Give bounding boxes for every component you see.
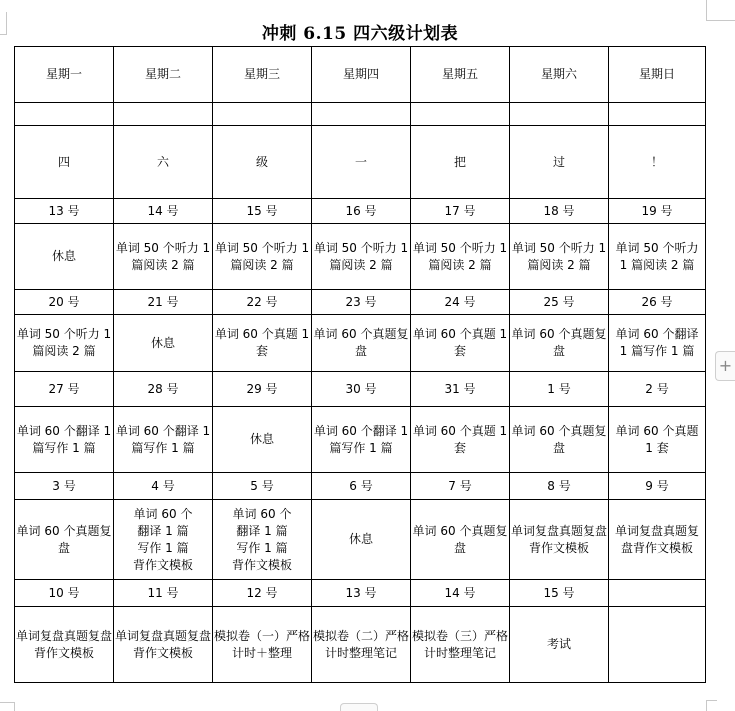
date-cell: 21 号 <box>114 290 213 315</box>
task-cell <box>312 315 411 372</box>
date-cell: 15 号 <box>510 580 609 607</box>
table-row <box>15 607 706 683</box>
task-cell <box>609 224 706 290</box>
page-tab-handle[interactable] <box>340 703 378 711</box>
task-cell <box>510 407 609 473</box>
task-cell <box>609 607 706 683</box>
empty-cell <box>411 103 510 126</box>
task-text: 写作 1 篇 <box>236 540 288 555</box>
empty-cell <box>609 103 706 126</box>
date-cell: 8 号 <box>510 473 609 500</box>
date-cell: 30 号 <box>312 372 411 407</box>
task-text: 单词 60 个翻译 1 篇写作 1 篇 <box>615 327 699 358</box>
task-text: 单词 60 个真题复盘 <box>313 327 409 358</box>
table-row <box>15 372 706 407</box>
empty-cell <box>15 103 114 126</box>
date-cell: 18 号 <box>510 199 609 224</box>
task-cell <box>15 500 114 580</box>
table-row <box>15 103 706 126</box>
weekday-header-cell: 星期六 <box>510 47 609 103</box>
date-cell: 23 号 <box>312 290 411 315</box>
task-cell <box>411 315 510 372</box>
task-text: 考试 <box>546 637 571 651</box>
date-cell: 10 号 <box>15 580 114 607</box>
task-text: 模拟卷（二）严格计时整理笔记 <box>313 628 410 660</box>
task-text: 休息 <box>51 249 76 263</box>
task-text: 单词复盘真题复盘背作文模板 <box>16 628 113 660</box>
task-cell <box>312 607 411 683</box>
task-text: 单词 60 个翻译 1 篇写作 1 篇 <box>16 423 112 455</box>
task-cell <box>312 407 411 473</box>
page-corner-mark <box>0 702 15 711</box>
task-text: 单词 60 个真题 1 套 <box>412 423 508 455</box>
slogan-char-cell: ！ <box>609 126 706 199</box>
date-cell: 26 号 <box>609 290 706 315</box>
date-cell: 22 号 <box>213 290 312 315</box>
date-cell: 16 号 <box>312 199 411 224</box>
task-text: 休息 <box>150 335 175 350</box>
date-cell: 2 号 <box>609 372 706 407</box>
date-cell: 31 号 <box>411 372 510 407</box>
task-cell <box>510 315 609 372</box>
date-cell: 5 号 <box>213 473 312 500</box>
empty-cell <box>213 103 312 126</box>
date-cell: 14 号 <box>411 580 510 607</box>
task-text: 单词 60 个真题 1 套 <box>615 423 699 455</box>
task-text: 背作文模板 <box>231 557 292 572</box>
table-row <box>15 224 706 290</box>
date-cell: 3 号 <box>15 473 114 500</box>
weekday-header-cell: 星期五 <box>411 47 510 103</box>
table-row <box>15 580 706 607</box>
task-text: 单词 60 个真题复盘 <box>511 423 607 455</box>
date-cell: 17 号 <box>411 199 510 224</box>
date-cell: 13 号 <box>312 580 411 607</box>
weekday-header-cell: 星期一 <box>15 47 114 103</box>
task-cell <box>609 315 706 372</box>
task-cell <box>114 224 213 290</box>
task-cell <box>114 607 213 683</box>
task-cell <box>15 407 114 473</box>
task-cell <box>510 500 609 580</box>
date-cell: 1 号 <box>510 372 609 407</box>
task-cell <box>114 407 213 473</box>
add-icon[interactable]: + <box>715 351 735 381</box>
task-cell <box>510 607 609 683</box>
table-row <box>15 315 706 372</box>
task-cell <box>411 407 510 473</box>
task-cell <box>213 407 312 473</box>
date-cell <box>609 580 706 607</box>
study-plan-table <box>14 46 706 683</box>
task-text: 休息 <box>348 532 373 546</box>
weekday-header-cell: 星期日 <box>609 47 706 103</box>
date-cell: 24 号 <box>411 290 510 315</box>
task-text: 单词 50 个听力 1 篇阅读 2 篇 <box>115 240 211 272</box>
date-cell: 28 号 <box>114 372 213 407</box>
task-text: 单词 50 个听力 1 篇阅读 2 篇 <box>313 240 409 272</box>
task-cell <box>15 315 114 372</box>
task-text: 模拟卷（一）严格计时＋整理 <box>214 628 311 660</box>
task-cell <box>15 224 114 290</box>
task-text: 单词 50 个听力 1 篇阅读 2 篇 <box>412 240 508 272</box>
date-cell: 4 号 <box>114 473 213 500</box>
task-text: 单词 60 个真题 1 套 <box>214 327 310 358</box>
date-cell: 13 号 <box>15 199 114 224</box>
date-cell: 6 号 <box>312 473 411 500</box>
weekday-header-cell: 星期三 <box>213 47 312 103</box>
task-cell <box>114 500 213 580</box>
slogan-char-cell: 一 <box>312 126 411 199</box>
task-text: 单词 50 个听力 1 篇阅读 2 篇 <box>16 327 112 358</box>
task-cell <box>114 315 213 372</box>
task-cell <box>213 224 312 290</box>
task-cell <box>15 607 114 683</box>
page-corner-mark <box>706 0 735 21</box>
task-cell <box>213 500 312 580</box>
task-cell <box>411 500 510 580</box>
task-cell <box>213 315 312 372</box>
task-text: 单词 50 个听力 1 篇阅读 2 篇 <box>511 240 607 272</box>
task-text: 翻译 1 篇 <box>137 523 189 538</box>
page-corner-mark <box>706 700 717 711</box>
task-text: 单词复盘真题复盘背作文模板 <box>614 523 699 555</box>
weekday-header-cell: 星期四 <box>312 47 411 103</box>
task-cell <box>510 224 609 290</box>
task-cell <box>312 500 411 580</box>
task-text: 单词 60 个 <box>133 506 193 521</box>
table-row <box>15 407 706 473</box>
empty-cell <box>312 103 411 126</box>
date-cell: 20 号 <box>15 290 114 315</box>
task-text: 单词 60 个翻译 1 篇写作 1 篇 <box>115 423 211 455</box>
date-cell: 7 号 <box>411 473 510 500</box>
slogan-char-cell: 四 <box>15 126 114 199</box>
table-row <box>15 290 706 315</box>
date-cell: 11 号 <box>114 580 213 607</box>
table-row <box>15 500 706 580</box>
date-cell: 25 号 <box>510 290 609 315</box>
task-text: 单词 60 个真题复盘 <box>16 523 112 555</box>
task-cell <box>213 607 312 683</box>
task-text: 单词 60 个真题 1 套 <box>412 327 508 358</box>
task-cell <box>411 224 510 290</box>
date-cell: 29 号 <box>213 372 312 407</box>
slogan-char-cell: 级 <box>213 126 312 199</box>
task-text: 单词 60 个翻译 1 篇写作 1 篇 <box>313 423 409 455</box>
task-text: 背作文模板 <box>132 557 193 572</box>
date-cell: 9 号 <box>609 473 706 500</box>
date-cell: 19 号 <box>609 199 706 224</box>
task-cell <box>609 500 706 580</box>
slogan-char-cell: 六 <box>114 126 213 199</box>
task-text: 单词复盘真题复盘背作文模板 <box>115 628 212 660</box>
date-cell: 15 号 <box>213 199 312 224</box>
task-text: 单词 60 个 <box>232 506 292 521</box>
date-cell: 27 号 <box>15 372 114 407</box>
slogan-char-cell: 过 <box>510 126 609 199</box>
task-text: 单词复盘真题复盘背作文模板 <box>511 523 608 555</box>
table-row <box>15 473 706 500</box>
table-row <box>15 47 706 103</box>
date-cell: 12 号 <box>213 580 312 607</box>
table-row <box>15 199 706 224</box>
task-text: 写作 1 篇 <box>137 540 189 555</box>
task-text: 单词 60 个真题复盘 <box>412 523 508 555</box>
task-text: 单词 60 个真题复盘 <box>511 327 607 358</box>
task-cell <box>609 407 706 473</box>
page-title: 冲刺 6.15 四六级计划表 <box>261 24 459 44</box>
task-text: 单词 50 个听力 1 篇阅读 2 篇 <box>214 240 310 272</box>
weekday-header-cell: 星期二 <box>114 47 213 103</box>
task-text: 模拟卷（三）严格计时整理笔记 <box>412 628 509 660</box>
date-cell: 14 号 <box>114 199 213 224</box>
table-row <box>15 126 706 199</box>
task-text: 单词 50 个听力 1 篇阅读 2 篇 <box>615 240 699 272</box>
task-text: 翻译 1 篇 <box>236 523 288 538</box>
task-cell <box>312 224 411 290</box>
task-text: 休息 <box>249 432 274 446</box>
empty-cell <box>114 103 213 126</box>
slogan-char-cell: 把 <box>411 126 510 199</box>
empty-cell <box>510 103 609 126</box>
task-cell <box>411 607 510 683</box>
